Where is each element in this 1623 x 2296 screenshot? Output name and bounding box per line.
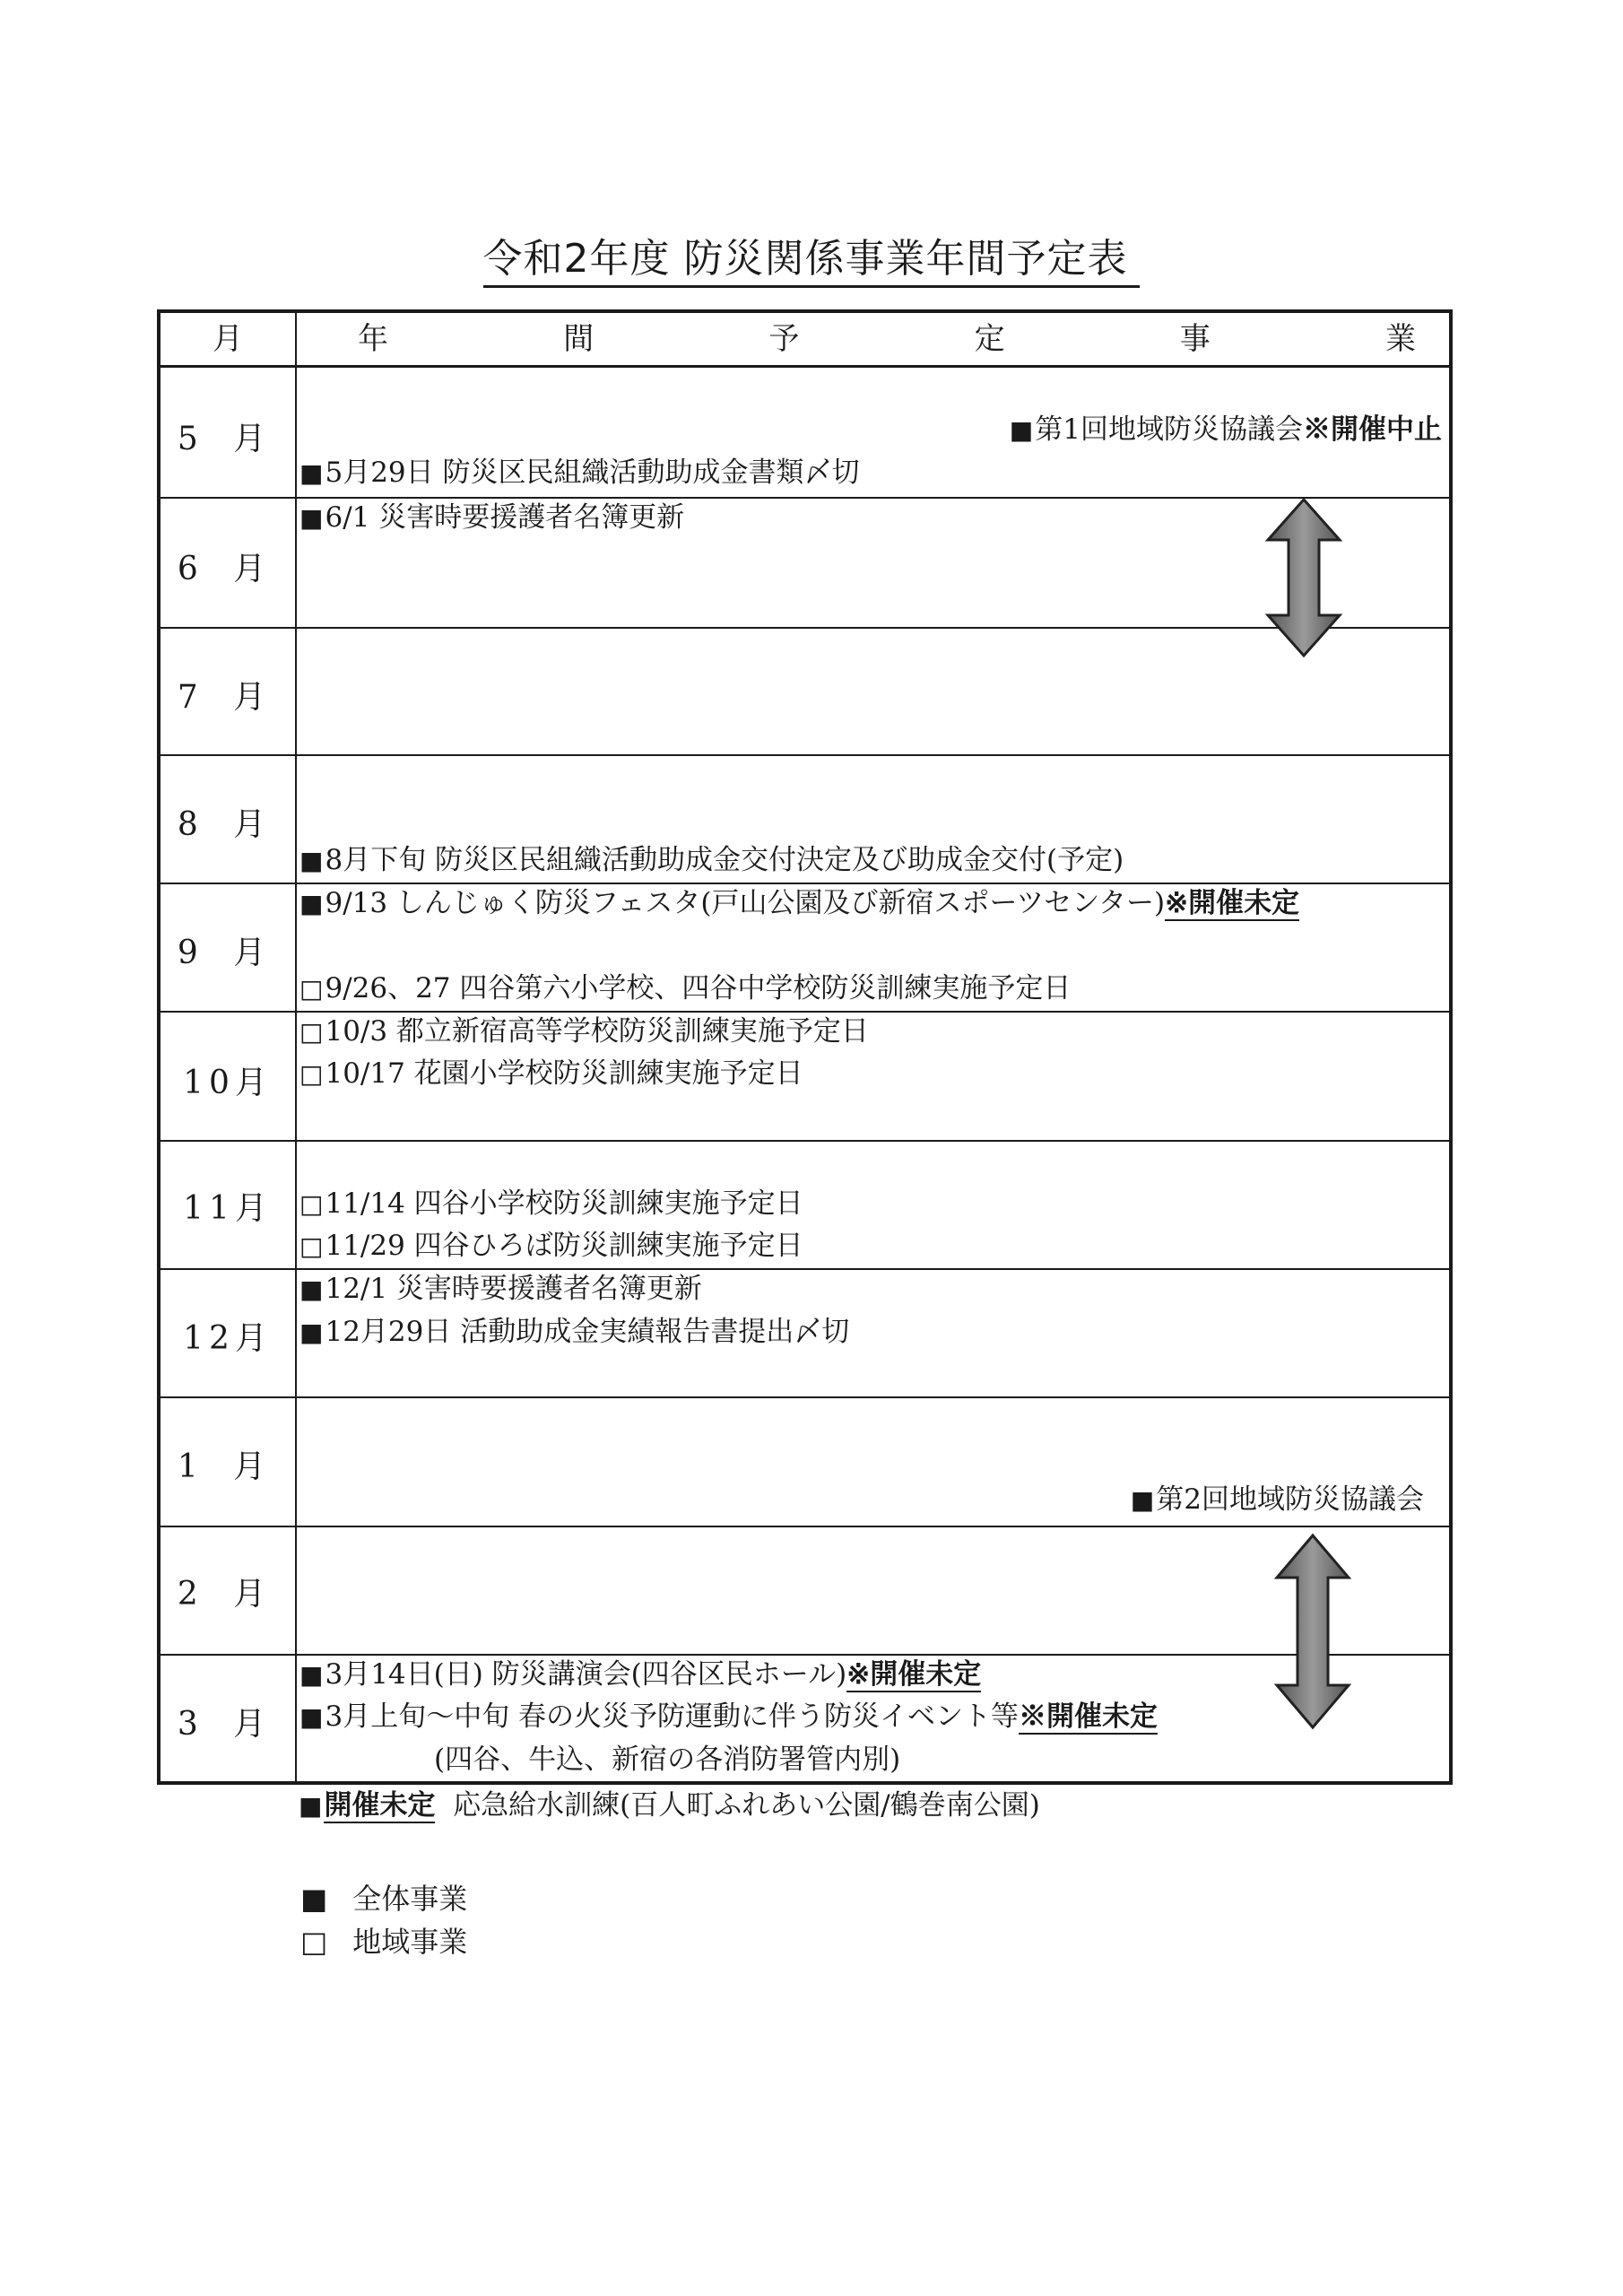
event-oct-3 — [299, 1015, 869, 1048]
filled-square-icon: ■ — [299, 1274, 324, 1304]
event-note: ※開催未定 — [846, 1658, 982, 1691]
event-text: 6/1 災害時要援護者名簿更新 — [325, 501, 685, 534]
row-divider — [161, 627, 1449, 629]
event-text: 12月29日 活動助成金実績報告書提出〆切 — [325, 1316, 850, 1348]
header-divider — [161, 365, 1449, 368]
event-mar-14 — [299, 1658, 981, 1692]
month-label-oct: 10月 — [183, 1065, 273, 1101]
event-jan-council — [1131, 1483, 1424, 1517]
hollow-square-icon: □ — [299, 1189, 324, 1219]
filled-square-icon: ■ — [299, 1702, 324, 1732]
double-arrow-icon — [1272, 1533, 1353, 1730]
event-text: 11/14 四谷小学校防災訓練実施予定日 — [325, 1187, 803, 1220]
column-divider — [295, 313, 297, 1781]
header-events — [358, 313, 1416, 365]
filled-square-icon: ■ — [1130, 1485, 1155, 1515]
row-divider — [161, 497, 1449, 499]
event-text: (四谷、牛込、新宿の各消防署管内別) — [434, 1744, 901, 1776]
event-text: 3月上旬〜中旬 春の火災予防運動に伴う防災イベント等 — [325, 1700, 1020, 1733]
header-char: 業 — [1384, 321, 1416, 357]
event-jun-1 — [299, 501, 684, 535]
event-text: 9/13 しんじゅく防災フェスタ(戸山公園及び新宿スポーツセンター) — [325, 887, 1166, 919]
row-divider — [161, 1526, 1449, 1527]
filled-square-icon: ■ — [299, 846, 324, 875]
hollow-square-icon: □ — [299, 1231, 324, 1261]
event-may-29 — [299, 457, 860, 490]
event-note: ※開催未定 — [1165, 887, 1300, 919]
event-note: ※開催中止 — [1303, 413, 1442, 446]
event-text: 8月下旬 防災区民組織活動助成金交付決定及び助成金交付(予定) — [325, 844, 1124, 876]
legend-item-regional — [300, 1919, 467, 1961]
filled-square-icon: ■ — [300, 1882, 328, 1916]
event-text: 11/29 四谷ひろば防災訓練実施予定日 — [325, 1230, 803, 1262]
event-sep-26 — [299, 972, 1071, 1005]
event-text: 応急給水訓練(百人町ふれあい公園/鶴巻南公園) — [453, 1789, 1040, 1822]
filled-square-icon: ■ — [299, 889, 324, 918]
event-text: 10/17 花園小学校防災訓練実施予定日 — [325, 1057, 803, 1090]
event-aug-late — [299, 844, 1124, 877]
event-mar-early — [299, 1700, 1158, 1734]
event-text: 5月29日 防災区民組織活動助成金書類〆切 — [325, 457, 860, 489]
event-note: ※開催未定 — [1019, 1700, 1159, 1733]
page-title — [0, 226, 1623, 283]
header-char: 間 — [563, 321, 595, 357]
event-nov-29 — [299, 1230, 803, 1263]
month-label-nov: 11月 — [183, 1190, 273, 1227]
event-text: 9/26、27 四谷第六小学校、四谷中学校防災訓練実施予定日 — [325, 972, 1072, 1004]
header-month: 月 — [213, 321, 243, 357]
event-dec-1 — [299, 1273, 702, 1306]
event-text: 第1回地域防災協議会 — [1035, 413, 1303, 446]
event-water-drill — [299, 1789, 1040, 1822]
legend-item-overall — [300, 1876, 467, 1918]
header-char: 定 — [974, 321, 1005, 357]
row-divider — [161, 1268, 1449, 1270]
page-title-text: 令和2年度 防災関係事業年間予定表 — [483, 236, 1141, 288]
event-mar-sub — [434, 1744, 900, 1776]
event-nov-14 — [299, 1187, 803, 1221]
row-divider — [161, 1396, 1449, 1398]
month-label-aug: 8 月 — [177, 806, 279, 843]
filled-square-icon: ■ — [299, 1791, 323, 1821]
row-divider — [161, 1011, 1449, 1013]
month-label-may: 5 月 — [177, 421, 279, 457]
event-text: 3月14日(日) 防災講演会(四谷区民ホール) — [325, 1658, 847, 1691]
filled-square-icon: ■ — [299, 1318, 324, 1347]
month-label-jul: 7 月 — [177, 679, 279, 716]
filled-square-icon: ■ — [299, 503, 324, 533]
row-divider — [161, 754, 1449, 756]
header-char: 予 — [768, 321, 800, 357]
month-label-dec: 12月 — [183, 1320, 273, 1357]
row-divider — [161, 883, 1449, 884]
row-divider — [161, 1654, 1449, 1656]
filled-square-icon: ■ — [299, 1660, 324, 1690]
month-label-jun: 6 月 — [177, 551, 279, 587]
event-dec-29 — [299, 1316, 849, 1349]
event-text: 10/3 都立新宿高等学校防災訓練実施予定日 — [325, 1015, 869, 1048]
month-label-mar: 3 月 — [177, 1706, 279, 1743]
event-oct-17 — [299, 1057, 803, 1091]
event-sep-13 — [299, 887, 1299, 920]
filled-square-icon: ■ — [1009, 415, 1034, 445]
legend-label: 地域事業 — [352, 1925, 468, 1959]
event-text: 12/1 災害時要援護者名簿更新 — [325, 1273, 702, 1305]
hollow-square-icon: □ — [299, 1059, 324, 1089]
filled-square-icon: ■ — [299, 458, 324, 488]
month-label-feb: 2 月 — [177, 1576, 279, 1613]
month-label-jan: 1 月 — [177, 1448, 279, 1485]
double-arrow-icon — [1263, 497, 1344, 658]
header-char: 事 — [1179, 321, 1211, 357]
event-note: 開催未定 — [324, 1789, 436, 1822]
legend-label: 全体事業 — [352, 1882, 468, 1916]
hollow-square-icon: □ — [299, 1017, 324, 1047]
hollow-square-icon: □ — [299, 974, 324, 1004]
schedule-table — [157, 309, 1453, 1785]
event-may-council — [1010, 413, 1442, 447]
month-label-sep: 9 月 — [177, 935, 279, 971]
hollow-square-icon: □ — [300, 1925, 328, 1959]
row-divider — [161, 1140, 1449, 1142]
header-char: 年 — [358, 321, 388, 357]
event-text: 第2回地域防災協議会 — [1156, 1483, 1424, 1516]
